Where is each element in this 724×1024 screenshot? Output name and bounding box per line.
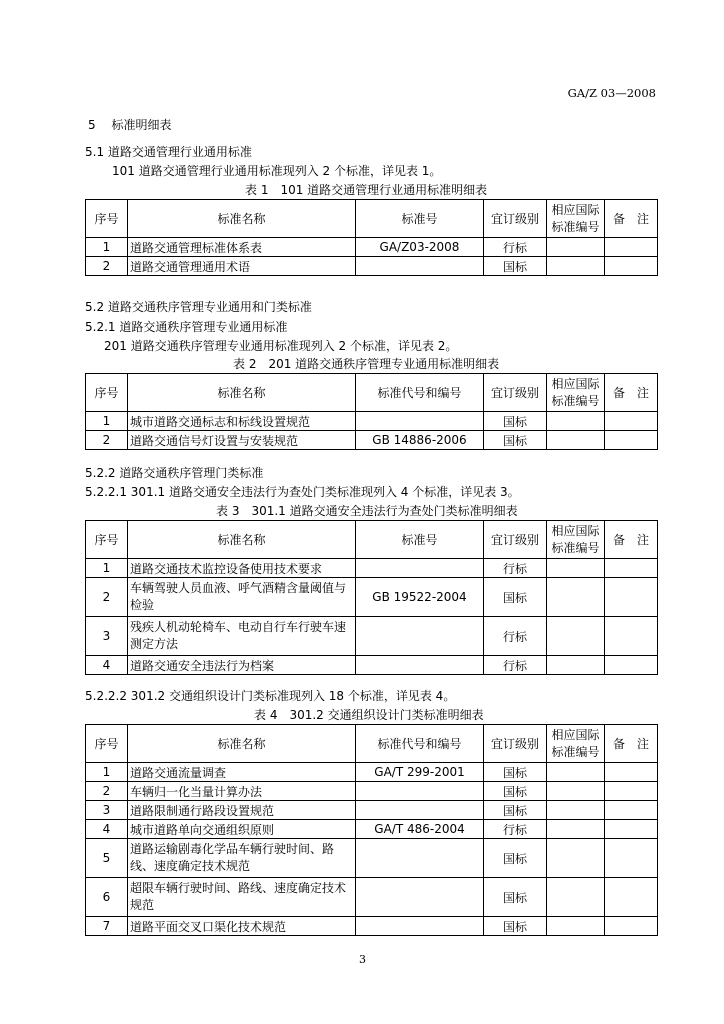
cell-international-code xyxy=(547,431,605,450)
cell-remarks xyxy=(605,559,658,578)
cell-serial: 2 xyxy=(86,257,128,276)
cell-international-code xyxy=(547,238,605,257)
cell-level: 国标 xyxy=(484,839,547,878)
cell-remarks xyxy=(605,917,658,936)
header-international-code xyxy=(547,200,605,238)
cell-level: 国标 xyxy=(484,431,547,450)
cell-standard-code xyxy=(356,839,484,878)
header-level: 宜订级别 xyxy=(484,521,547,559)
table-row xyxy=(86,801,658,820)
cell-standard-code: GA/T 486-2004 xyxy=(356,820,484,839)
table-row xyxy=(86,878,658,917)
section-5-1-heading: 5.1 道路交通管理行业通用标准 xyxy=(85,145,252,159)
header-standard-code: 标准号 xyxy=(356,200,484,238)
table-1-caption: 表 1 101 道路交通管理行业通用标准明细表 xyxy=(245,183,488,197)
cell-remarks xyxy=(605,617,658,656)
cell-level: 行标 xyxy=(484,559,547,578)
cell-remarks xyxy=(605,820,658,839)
cell-standard-code: GA/Z03-2008 xyxy=(356,238,484,257)
cell-standard-name: 道路交通信号灯设置与安装规范 xyxy=(128,431,356,450)
cell-standard-code xyxy=(356,656,484,675)
header-international-line1: 相应国际 xyxy=(551,727,600,742)
cell-serial: 1 xyxy=(86,559,128,578)
cell-serial: 4 xyxy=(86,820,128,839)
cell-international-code xyxy=(547,617,605,656)
table-header-row xyxy=(86,521,658,559)
cell-standard-name: 道路限制通行路段设置规范 xyxy=(128,801,356,820)
cell-remarks xyxy=(605,878,658,917)
header-standard-name: 标准名称 xyxy=(128,725,356,763)
cell-serial: 2 xyxy=(86,578,128,617)
table-row xyxy=(86,431,658,450)
cell-serial: 3 xyxy=(86,801,128,820)
table-3-caption: 表 3 301.1 道路交通安全违法行为查处门类标准明细表 xyxy=(216,504,518,518)
header-remarks: 备 注 xyxy=(605,725,658,763)
cell-remarks xyxy=(605,839,658,878)
table-row xyxy=(86,617,658,656)
cell-standard-name: 城市道路单向交通组织原则 xyxy=(128,820,356,839)
header-serial: 序号 xyxy=(86,725,128,763)
header-international-line1: 相应国际 xyxy=(551,523,600,538)
cell-standard-name: 道路交通管理通用术语 xyxy=(128,257,356,276)
cell-level: 国标 xyxy=(484,578,547,617)
cell-international-code xyxy=(547,917,605,936)
cell-serial: 1 xyxy=(86,412,128,431)
page-number: 3 xyxy=(359,953,366,966)
cell-remarks xyxy=(605,412,658,431)
cell-remarks xyxy=(605,238,658,257)
cell-serial: 2 xyxy=(86,782,128,801)
cell-remarks xyxy=(605,656,658,675)
table-2 xyxy=(85,373,658,450)
table-header-row xyxy=(86,200,658,238)
section-5-1-paragraph: 101 道路交通管理行业通用标准现列入 2 个标准，详见表 1。 xyxy=(112,164,442,178)
header-standard-name: 标准名称 xyxy=(128,521,356,559)
header-remarks: 备 注 xyxy=(605,200,658,238)
header-international-code xyxy=(547,374,605,412)
table-3 xyxy=(85,520,658,675)
cell-standard-name: 道路运输剧毒化学品车辆行驶时间、路线、速度确定技术规范 xyxy=(128,839,356,878)
table-row xyxy=(86,839,658,878)
cell-level: 行标 xyxy=(484,617,547,656)
cell-level: 行标 xyxy=(484,238,547,257)
cell-standard-name: 残疾人机动轮椅车、电动自行车行驶车速测定方法 xyxy=(128,617,356,656)
header-standard-code: 标准代号和编号 xyxy=(356,725,484,763)
cell-standard-code: GB 19522-2004 xyxy=(356,578,484,617)
cell-serial: 5 xyxy=(86,839,128,878)
table-row xyxy=(86,782,658,801)
cell-international-code xyxy=(547,578,605,617)
cell-serial: 4 xyxy=(86,656,128,675)
cell-level: 行标 xyxy=(484,820,547,839)
cell-standard-code xyxy=(356,257,484,276)
cell-international-code xyxy=(547,412,605,431)
header-level: 宜订级别 xyxy=(484,200,547,238)
table-4-caption: 表 4 301.2 交通组织设计门类标准明细表 xyxy=(254,708,484,722)
document-header-code: GA/Z 03—2008 xyxy=(567,86,656,100)
section-5-2-2-1-heading: 5.2.2.1 301.1 道路交通安全违法行为查处门类标准现列入 4 个标准，详见表 3。 xyxy=(85,485,520,499)
header-standard-code: 标准代号和编号 xyxy=(356,374,484,412)
cell-serial: 6 xyxy=(86,878,128,917)
cell-standard-code xyxy=(356,917,484,936)
cell-remarks xyxy=(605,578,658,617)
cell-serial: 7 xyxy=(86,917,128,936)
header-level: 宜订级别 xyxy=(484,725,547,763)
table-row xyxy=(86,559,658,578)
cell-international-code xyxy=(547,559,605,578)
cell-serial: 1 xyxy=(86,238,128,257)
table-row xyxy=(86,656,658,675)
section-5-2-2-2-heading: 5.2.2.2 301.2 交通组织设计门类标准现列入 18 个标准，详见表 4。 xyxy=(85,689,456,703)
header-serial: 序号 xyxy=(86,521,128,559)
cell-standard-name: 城市道路交通标志和标线设置规范 xyxy=(128,412,356,431)
cell-level: 国标 xyxy=(484,763,547,782)
cell-standard-code xyxy=(356,801,484,820)
cell-international-code xyxy=(547,878,605,917)
cell-standard-code xyxy=(356,617,484,656)
cell-international-code xyxy=(547,820,605,839)
cell-international-code xyxy=(547,763,605,782)
table-row xyxy=(86,763,658,782)
cell-level: 国标 xyxy=(484,257,547,276)
header-international-code xyxy=(547,725,605,763)
cell-serial: 3 xyxy=(86,617,128,656)
section-5-2-1-heading: 5.2.1 道路交通秩序管理专业通用标准 xyxy=(85,320,288,334)
header-serial: 序号 xyxy=(86,374,128,412)
header-international-line2: 标准编号 xyxy=(551,744,600,759)
cell-standard-name: 道路交通技术监控设备使用技术要求 xyxy=(128,559,356,578)
cell-level: 国标 xyxy=(484,782,547,801)
cell-standard-name: 道路平面交叉口渠化技术规范 xyxy=(128,917,356,936)
cell-standard-code xyxy=(356,412,484,431)
header-international-line2: 标准编号 xyxy=(551,219,600,234)
table-header-row xyxy=(86,374,658,412)
header-international-line1: 相应国际 xyxy=(551,376,600,391)
cell-standard-code: GB 14886-2006 xyxy=(356,431,484,450)
table-row xyxy=(86,917,658,936)
cell-serial: 2 xyxy=(86,431,128,450)
cell-standard-name: 道路交通安全违法行为档案 xyxy=(128,656,356,675)
cell-standard-name: 超限车辆行驶时间、路线、速度确定技术规范 xyxy=(128,878,356,917)
section-5-2-2-heading: 5.2.2 道路交通秩序管理门类标准 xyxy=(85,466,264,480)
cell-level: 国标 xyxy=(484,801,547,820)
cell-international-code xyxy=(547,839,605,878)
cell-level: 国标 xyxy=(484,917,547,936)
cell-remarks xyxy=(605,257,658,276)
table-row xyxy=(86,820,658,839)
cell-remarks xyxy=(605,763,658,782)
header-international-code xyxy=(547,521,605,559)
table-row xyxy=(86,257,658,276)
header-remarks: 备 注 xyxy=(605,521,658,559)
cell-level: 行标 xyxy=(484,656,547,675)
table-1 xyxy=(85,199,658,276)
header-international-line2: 标准编号 xyxy=(551,540,600,555)
cell-serial: 1 xyxy=(86,763,128,782)
table-header-row xyxy=(86,725,658,763)
header-standard-name: 标准名称 xyxy=(128,374,356,412)
header-serial: 序号 xyxy=(86,200,128,238)
cell-standard-name: 道路交通管理标准体系表 xyxy=(128,238,356,257)
cell-standard-code: GA/T 299-2001 xyxy=(356,763,484,782)
header-standard-code: 标准号 xyxy=(356,521,484,559)
cell-level: 国标 xyxy=(484,412,547,431)
cell-international-code xyxy=(547,801,605,820)
cell-standard-name: 道路交通流量调查 xyxy=(128,763,356,782)
cell-standard-name: 车辆归一化当量计算办法 xyxy=(128,782,356,801)
cell-standard-name: 车辆驾驶人员血液、呼气酒精含量阈值与检验 xyxy=(128,578,356,617)
cell-remarks xyxy=(605,431,658,450)
table-row xyxy=(86,578,658,617)
header-remarks: 备 注 xyxy=(605,374,658,412)
section-5-2-1-paragraph: 201 道路交通秩序管理专业通用标准现列入 2 个标准，详见表 2。 xyxy=(104,339,458,353)
cell-standard-code xyxy=(356,782,484,801)
cell-international-code xyxy=(547,257,605,276)
cell-standard-code xyxy=(356,878,484,917)
cell-international-code xyxy=(547,782,605,801)
cell-international-code xyxy=(547,656,605,675)
cell-remarks xyxy=(605,801,658,820)
table-row xyxy=(86,412,658,431)
table-4 xyxy=(85,724,658,936)
cell-remarks xyxy=(605,782,658,801)
table-2-caption: 表 2 201 道路交通秩序管理专业通用标准明细表 xyxy=(233,357,500,371)
cell-standard-code xyxy=(356,559,484,578)
section-5-2-heading: 5.2 道路交通秩序管理专业通用和门类标准 xyxy=(85,300,312,314)
table-row xyxy=(86,238,658,257)
header-international-line1: 相应国际 xyxy=(551,202,600,217)
header-level: 宜订级别 xyxy=(484,374,547,412)
section-5-heading: 5 标准明细表 xyxy=(88,118,172,132)
header-international-line2: 标准编号 xyxy=(551,393,600,408)
header-standard-name: 标准名称 xyxy=(128,200,356,238)
cell-level: 国标 xyxy=(484,878,547,917)
